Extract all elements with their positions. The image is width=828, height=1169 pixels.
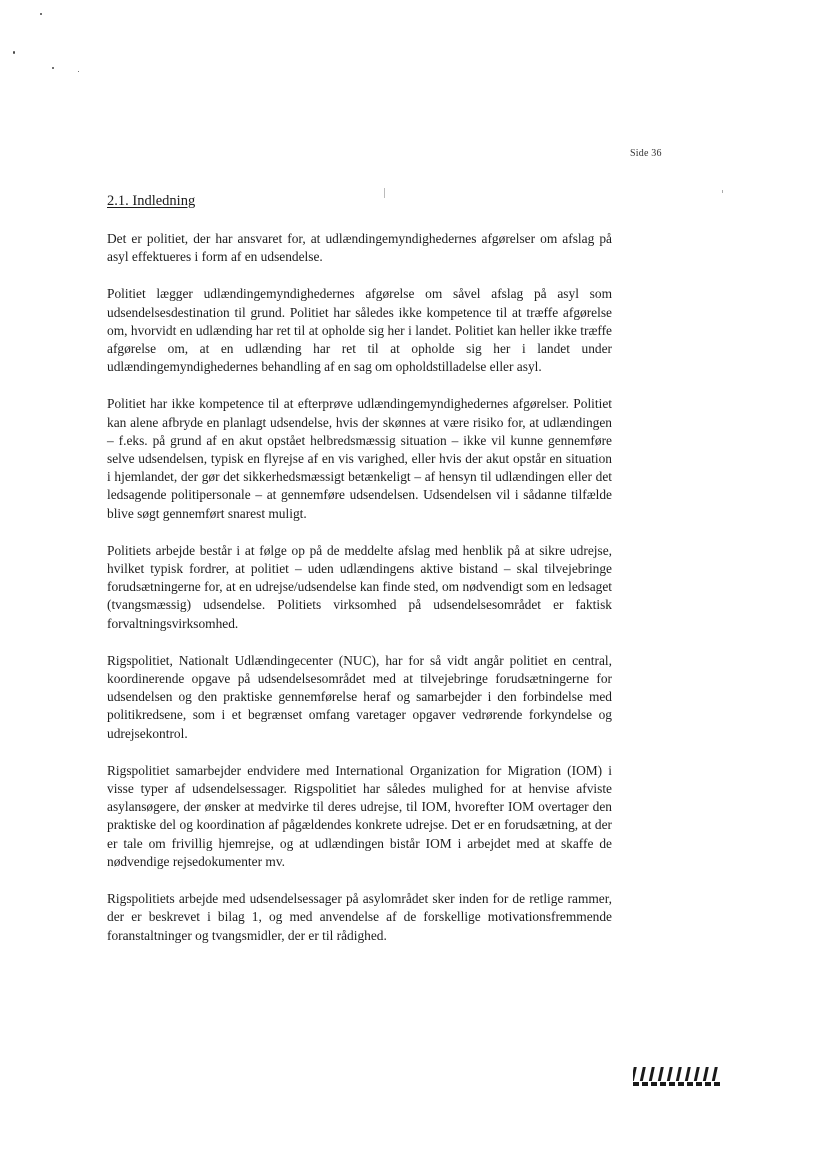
scan-speck — [40, 13, 42, 15]
scan-speck — [78, 71, 79, 72]
paragraph: Politiet lægger udlændingemyndighedernes afgørelse om såvel afslag på asyl som udsendelsesdestination til grund. Politiet har således ikke kompetence til at træffe afgørelse om, hvorvidt en udlænding har ret til at opholde sig her i landet. Politiet kan heller ikke træffe afgørelse om, at en udlænding har ret til at opholde sig her i landet under udlændingemyndighedernes behandling af en sag om opholdstilladelse eller asyl. — [107, 286, 612, 375]
scan-speck — [13, 51, 15, 54]
scan-speck — [52, 67, 54, 69]
paragraph: Politiets arbejde består i at følge op på de meddelte afslag med henblik på at sikre udrejse, hvilket typisk fordrer, at politiet – uden udlændingens aktive bistand – skal tilvejebringe forudsætningerne for, at en udrejse/udsendelse kan finde sted, om nødvendigt som en ledsaget (tvangsmæssig) udsendelse. Politiets virksomhed på udsendelsesområdet er faktisk forvaltningsvirksomhed. — [107, 542, 612, 631]
body-text — [107, 230, 612, 964]
barcode-stamp — [633, 1066, 725, 1088]
paragraph: Rigspolitiets arbejde med udsendelsessager på asylområdet sker inden for de retlige rammer, der er beskrevet i bilag 1, og med anvendelse af de forskellige motivationsfremmende foranstaltninger og tvangsmidler, der er til rådighed. — [107, 891, 612, 943]
section-heading: 2.1. Indledning — [107, 193, 196, 209]
scan-mark — [722, 190, 723, 193]
paragraph: Det er politiet, der har ansvaret for, at udlændingemyndighedernes afgørelser om afslag på asyl effektueres i form af en udsendelse. — [107, 231, 612, 265]
paragraph: Politiet har ikke kompetence til at efterprøve udlændingemyndighedernes afgørelser. Politiet kan alene afbryde en planlagt udsendelse, hvis der skønnes at være risiko for, at udlændingen – f.eks. på grund af en akut opstået helbredsmæssig situation – ikke vil kunne gennemføre selve udsendelsen, typisk en flyrejse af en vis varighed, eller hvis der akut opstår en situation i hjemlandet, der gør det sikkerhedsmæssigt betænkeligt – af hensyn til udlændingen eller det ledsagende politipersonale – at gennemføre udsendelsen. Udsendelsen vil i sådanne tilfælde blive søgt gennemført snarest muligt. — [107, 396, 612, 521]
paragraph: Rigspolitiet, Nationalt Udlændingecenter (NUC), har for så vidt angår politiet en central, koordinerende opgave på udsendelsesområdet med at tilvejebringe forudsætningerne for udsendelsen og den praktiske gennemførelse heraf og samarbejder i den forbindelse med politikredsene, som i et begrænset omfang varetager opgaver vedrørende forkyndelse og udrejsekontrol. — [107, 652, 612, 741]
scan-mark — [384, 188, 385, 198]
paragraph: Rigspolitiet samarbejder endvidere med International Organization for Migration (IOM) i visse typer af udsendelsessager. Rigspolitiet har således mulighed for at henvise afviste asylansøgere, der ønsker at medvirke til deres udrejse, til IOM, hvorefter IOM overtager den praktiske del og koordination af pågældendes konkrete udrejse. Det er en forudsætning, at der er tale om frivillig hjemrejse, og at udlændingen bistår IOM i arbejdet med at skaffe de nødvendige rejsedokumenter mv. — [107, 762, 612, 869]
page-number: Side 36 — [630, 148, 662, 159]
